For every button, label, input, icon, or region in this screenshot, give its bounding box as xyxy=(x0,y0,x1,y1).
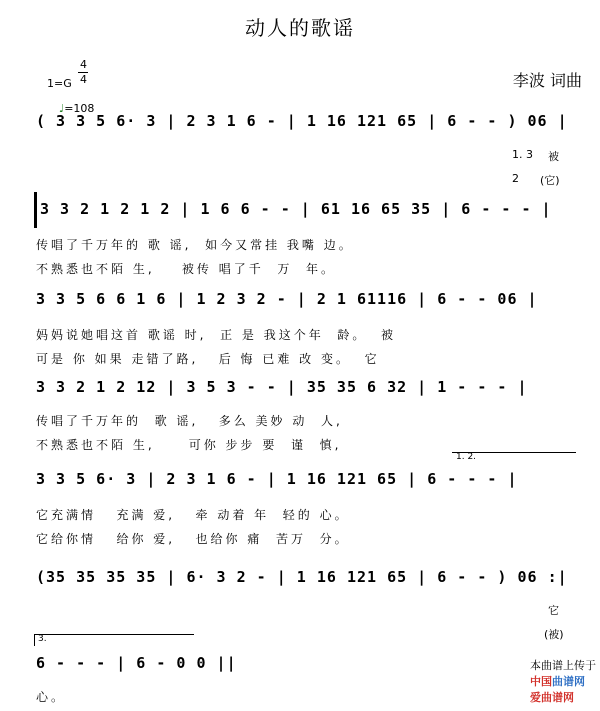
lyric-line-3: 妈妈说她唱这首 歌谣 时, 正 是 我这个年 龄。 被 xyxy=(36,328,396,342)
volta-3-label: 3. xyxy=(38,634,47,644)
author-credit: 李波 词曲 xyxy=(512,71,582,90)
time-sig-top: 4 xyxy=(80,58,87,71)
lyric-line-1: 传唱了千万年的 歌 谣, 如今又常挂 我嘴 边。 xyxy=(36,238,354,252)
key-signature xyxy=(40,64,72,90)
lyric-line-5: 传唱了千万年的 歌 谣, 多么 美妙 动 人, xyxy=(36,414,343,428)
lyric-line-2: 不熟悉也不陌 生, 被传 唱了千 万 年。 xyxy=(36,262,336,276)
notation-row-1: ( 3 3 5 6· 3 | 2 3 1 6 - | 1 16 121 65 | 6 - - ) 06 | xyxy=(36,112,568,130)
time-sig-bottom: 4 xyxy=(80,73,87,86)
verse-1-3-label: 1. 3 xyxy=(512,148,533,161)
logo-text-a: 中国 xyxy=(530,675,552,688)
side-lyric-bei: 被 xyxy=(548,150,559,163)
lyric-line-6: 不熟悉也不陌 生, 可你 步步 要 谨 慎, xyxy=(36,438,342,452)
lyric-line-4: 可是 你 如果 走错了路, 后 悔 已难 改 变。 它 xyxy=(36,352,380,366)
tempo-label: =108 xyxy=(64,102,95,115)
notation-row-2: 3 3 2 1 2 1 2 | 1 6 6 - - | 61 16 65 35 | 6 - - - | xyxy=(40,200,552,218)
site-name[interactable]: 爱曲谱网 xyxy=(530,691,574,704)
logo-text-b: 曲谱网 xyxy=(552,675,585,688)
upload-text: 本曲谱上传于 xyxy=(530,659,596,672)
notation-row-5: 3 3 5 6· 3 | 2 3 1 6 - | 1 16 121 65 | 6 - - - | xyxy=(36,470,518,488)
song-title: 动人的歌谣 xyxy=(245,16,355,40)
lyric-line-9: 心。 xyxy=(36,690,67,704)
quarter-note-icon: ♩ xyxy=(59,102,65,115)
notation-row-6: (35 35 35 35 | 6· 3 2 - | 1 16 121 65 | 6 - - ) 06 :| xyxy=(36,568,568,586)
upload-credit xyxy=(523,644,596,705)
side-lyric-ta: (它) xyxy=(540,174,560,187)
lyric-line-7: 它充满情 充满 爱, 牵 动着 年 轻的 心。 xyxy=(36,508,350,522)
side-lyric-ta-2: 它 xyxy=(548,604,559,617)
volta-1-2-label: 1. 2. xyxy=(456,452,477,462)
notation-row-3: 3 3 5 6 6 1 6 | 1 2 3 2 - | 2 1 61116 | 6 - - 06 | xyxy=(36,290,538,308)
notation-row-7: 6 - - - | 6 - 0 0 || xyxy=(36,654,237,672)
verse-2-label: 2 xyxy=(512,172,519,185)
side-lyric-bei-2: (被) xyxy=(544,628,564,641)
notation-row-4: 3 3 2 1 2 12 | 3 5 3 - - | 35 35 6 32 | 1 - - - | xyxy=(36,378,528,396)
lyric-line-8: 它给你情 给你 爱, 也给你 痛 苦万 分。 xyxy=(36,532,350,546)
key-label: 1=G xyxy=(47,77,72,90)
